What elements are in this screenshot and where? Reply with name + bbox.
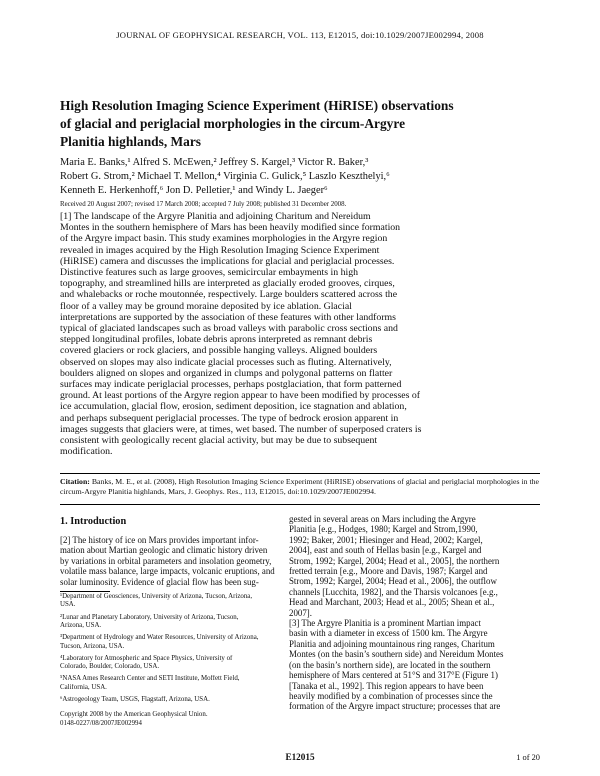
abstract-line: and whalebacks or roche moutonnée, respectively. Large boulders scattered across the <box>60 289 398 301</box>
abstract-line: modification. <box>60 446 113 458</box>
citation-block <box>60 477 540 497</box>
copyright-line: Copyright 2008 by the American Geophysical Union. <box>60 711 208 719</box>
citation-top-rule <box>60 473 540 474</box>
body-line: by variations in orbital parameters and insolation geometry, <box>60 555 272 566</box>
abstract-line: and perhaps subsequent periglacial processes. The type of bedrock erosion apparent in <box>60 412 399 424</box>
footnote-line: Arizona, USA. <box>60 621 102 629</box>
section-heading-introduction: 1. Introduction <box>60 516 127 527</box>
copyright-notice <box>60 711 280 727</box>
abstract-line: of the Argyre impact basin. This study examines morphologies in the Argyre region <box>60 233 388 245</box>
footnote <box>60 593 280 610</box>
paper-title <box>60 97 540 151</box>
body-line: Planitia and adjoining mountainous ring ranges, Charitum <box>289 638 495 649</box>
footnote-line: ¹Department of Geosciences, University of Arizona, Tucson, Arizona, <box>60 593 253 601</box>
abstract-line: Distinctive features such as large grooves, semicircular embayments in high <box>60 267 358 279</box>
body-line: channels [Lucchita, 1982], and the Tharsis volcanoes [e.g., <box>289 586 498 597</box>
received-dates: Received 20 August 2007; revised 17 March 2008; accepted 7 July 2008; published 31 December 2008. <box>60 201 347 208</box>
footnote-line: California, USA. <box>60 683 107 691</box>
abstract-line: (HiRISE) camera and discusses the implications for glacial and periglacial processes. <box>60 255 395 267</box>
page-number: 1 of 20 <box>516 753 540 762</box>
abstract-line: images suggests that glaciers were, at times, wet based. The number of superposed craters is <box>60 423 422 435</box>
author-line: Maria E. Banks,¹ Alfred S. McEwen,² Jeffrey S. Kargel,³ Victor R. Baker,³ <box>60 157 369 168</box>
footnote <box>60 634 280 651</box>
article-id: E12015 <box>285 752 315 762</box>
author-list <box>60 156 540 198</box>
abstract-line: Montes in the southern hemisphere of Mars has been heavily modified since formation <box>60 222 401 234</box>
abstract-line: ice accumulation, glacial flow, erosion, sediment deposition, ice stagnation and ablation, <box>60 401 407 413</box>
body-line: Head and Marchant, 2003; Head et al., 2005; Shean et al., <box>289 597 495 608</box>
body-line: Strom, 1992; Kargel, 2004; Head et al., 2006], the outflow <box>289 576 497 587</box>
body-line: [3] The Argyre Planitia is a prominent Martian impact <box>289 618 481 629</box>
left-column <box>60 514 280 728</box>
abstract-line: typical of glaciated landscapes such as broad valleys with parabolic cross sections and <box>60 323 398 335</box>
body-line: fretted terrain [e.g., Moore and Davis, 1987; Kargel and <box>289 566 488 577</box>
footnote-line: ²Lunar and Planetary Laboratory, University of Arizona, Tucson, <box>60 613 239 621</box>
copyright-line: 0148-0227/08/2007JE002994 <box>60 719 142 727</box>
body-line: mation about Martian geologic and climatic history driven <box>60 545 268 556</box>
body-line: (on the basin’s northern side), are located in the southern <box>289 659 491 670</box>
citation-bottom-rule <box>60 504 540 505</box>
footnote <box>60 675 280 692</box>
body-line: Montes (on the basin’s southern side) and Nereidum Montes <box>289 649 504 660</box>
abstract-line: boulders aligned on slopes and organized in clumps and polygonal patterns on flatter <box>60 367 393 379</box>
body-line: 1992; Baker, 2001; Hiesinger and Head, 2002; Kargel, <box>289 534 483 545</box>
title-line: Planitia highlands, Mars <box>60 134 202 149</box>
footnote-line: Colorado, Boulder, Colorado, USA. <box>60 663 160 671</box>
body-line: gested in several areas on Mars including the Argyre <box>289 514 476 524</box>
footnotes <box>60 593 280 704</box>
journal-header: JOURNAL OF GEOPHYSICAL RESEARCH, VOL. 113, E12015, doi:10.1029/2007JE002994, 2008 <box>116 30 484 40</box>
body-line: solar luminosity. Evidence of glacial flow has been sug- <box>60 576 259 587</box>
abstract-line: stepped longitudinal profiles, lobate debris aprons interpreted as remnant debris <box>60 334 373 346</box>
author-line: Robert G. Strom,² Michael T. Mellon,⁴ Virginia C. Gulick,⁵ Laszlo Keszthelyi,⁶ <box>60 171 390 182</box>
author-line: Kenneth E. Herkenhoff,⁶ Jon D. Pelletier,¹ and Windy L. Jaeger⁶ <box>60 185 328 196</box>
body-line: heavily modified by a combination of processes since the <box>289 690 493 701</box>
abstract-line: covered glaciers or rock glaciers, and possible hanging valleys. Aligned boulders <box>60 345 378 357</box>
footnote-line: USA. <box>60 601 76 609</box>
abstract-line: ground. At least portions of the Argyre region appear to have been modified by processes of <box>60 390 421 402</box>
title-line: High Resolution Imaging Science Experiment (HiRISE) observations <box>60 98 454 113</box>
citation-label: Citation: <box>60 477 90 486</box>
footnote-line: ⁴Laboratory for Atmospheric and Space Physics, University of <box>60 654 233 662</box>
body-line: volatile mass balance, large impacts, volcanic eruptions, and <box>60 566 275 577</box>
abstract-line: revealed in images acquired by the High Resolution Imaging Science Experiment <box>60 244 380 256</box>
footnote-line: ⁵NASA Ames Research Center and SETI Institute, Moffett Field, <box>60 675 240 683</box>
citation-text: Banks, M. E., et al. (2008), High Resolution Imaging Science Experiment (HiRISE) observations of glacial and periglacial morphologies in the circum-Argyre Planitia highlands, Mars, J. Geophys. Res., 113, E12015, doi:10.1029/2007JE002994. <box>60 477 539 497</box>
abstract-line: observed on slopes may also indicate glacial processes such as fluting. Alternatively, <box>60 356 392 368</box>
body-line: 2004], east and south of Hellas basin [e.g., Kargel and <box>289 545 482 556</box>
body-line: [2] The history of ice on Mars provides important infor- <box>60 535 259 545</box>
body-line: hemisphere of Mars centered at 51°S and 317°E (Figure 1) <box>289 670 498 681</box>
footnote <box>60 655 280 672</box>
body-line: basin with a diameter in excess of 1500 km. The Argyre <box>289 628 488 639</box>
footnote <box>60 614 280 631</box>
body-line: [Tanaka et al., 1992]. This region appears to have been <box>289 680 484 691</box>
abstract-line: interpretations are supported by the association of these features with other landforms <box>60 311 396 323</box>
abstract-line: floor of a valley may be ground moraine deposited by ice ablation. Glacial <box>60 300 352 312</box>
abstract <box>60 211 535 457</box>
footnote-line: Tucson, Arizona, USA. <box>60 642 125 650</box>
footnote-rule <box>60 591 110 592</box>
abstract-line: consistent with geologically recent glacial activity, but may be due to subsequent <box>60 435 378 447</box>
body-line: 2007]. <box>289 607 312 618</box>
body-line: Strom, 1992; Kargel, 2004; Head et al., 2005], the northern <box>289 555 500 566</box>
body-line: formation of the Argyre impact structure; processes that are <box>289 701 501 712</box>
abstract-line: [1] The landscape of the Argyre Planitia and adjoining Charitum and Nereidum <box>60 211 371 222</box>
footnote-line: ³Department of Hydrology and Water Resources, University of Arizona, <box>60 634 259 642</box>
abstract-line: surfaces may indicate periglacial processes, perhaps postglaciation, that form patterned <box>60 379 402 391</box>
footnote-line: ⁶Astrogeology Team, USGS, Flagstaff, Arizona, USA. <box>60 696 210 703</box>
footnote <box>60 696 280 704</box>
abstract-line: topography, and streamlined hills are interpreted as glacially eroded grooves, cirques, <box>60 278 395 290</box>
right-column <box>289 514 540 712</box>
title-line: of glacial and periglacial morphologies in the circum-Argyre <box>60 116 406 131</box>
body-line: Planitia [e.g., Hodges, 1980; Kargel and Strom,1990, <box>289 524 478 535</box>
